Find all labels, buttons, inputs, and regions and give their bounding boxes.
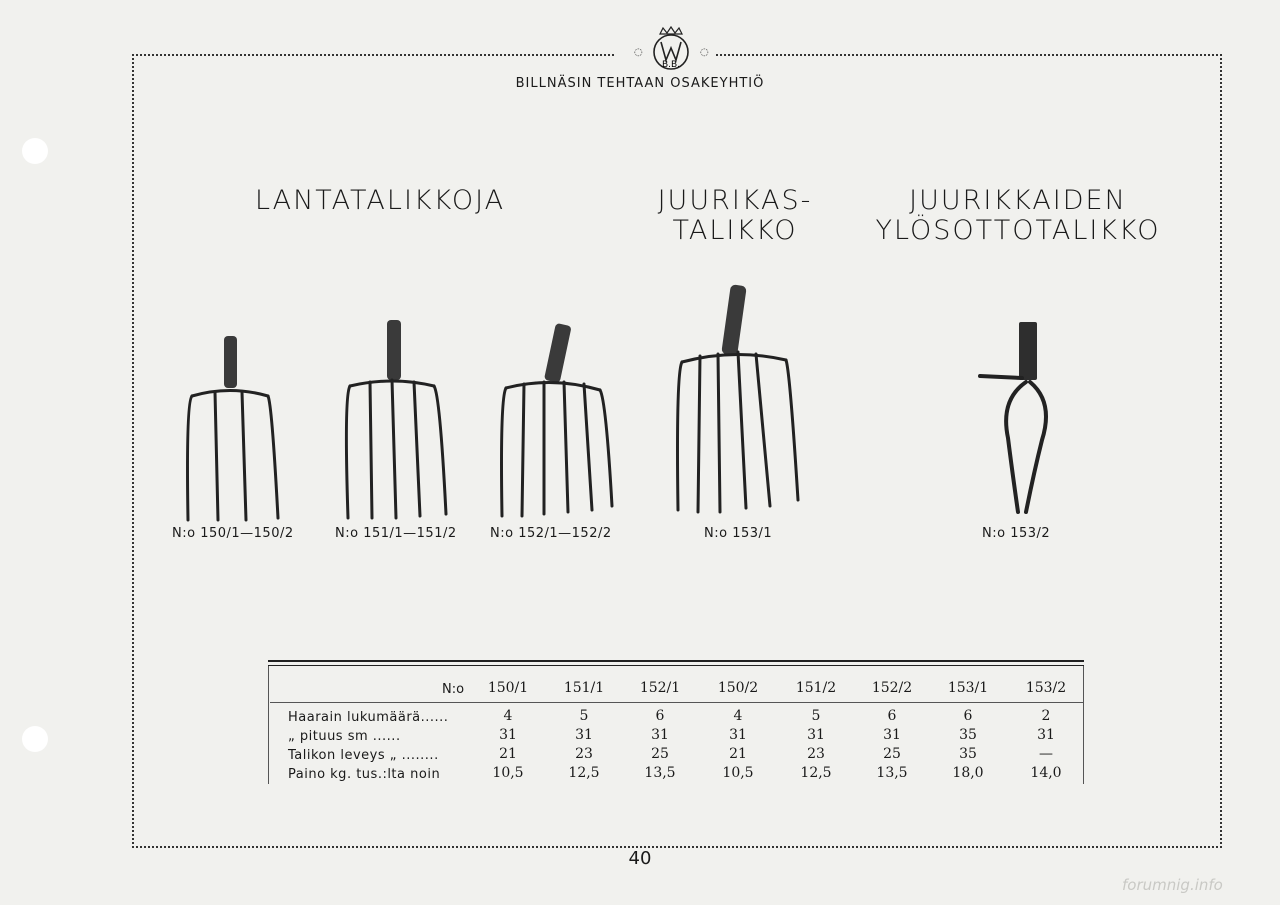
table-cell: 6 xyxy=(655,708,665,724)
table-top-rule xyxy=(268,660,1084,662)
table-cell: 31 xyxy=(651,727,669,743)
table-cell: 31 xyxy=(807,727,825,743)
page-number: 40 xyxy=(628,848,652,869)
heading-ylosottotalikko-line2: YLÖSOTTOTALIKKO xyxy=(875,215,1161,246)
table-cell: 21 xyxy=(729,746,747,762)
table-top-rule-thin xyxy=(268,665,1084,666)
table-no-label: N:o xyxy=(442,682,465,697)
watermark: forumnig.info xyxy=(1122,876,1223,894)
company-name: BILLNÄSIN TEHTAAN OSAKEYHTIÖ xyxy=(515,76,765,91)
heading-lantatalikkoja: LANTATALIKKOJA xyxy=(254,185,506,216)
caption-153-1: N:o 153/1 xyxy=(704,526,773,541)
table-cell: 31 xyxy=(1037,727,1055,743)
column-header: 152/1 xyxy=(639,680,681,696)
frame-ornament-right: ◌ xyxy=(700,47,709,58)
table-cell: 25 xyxy=(883,746,901,762)
column-header: 150/1 xyxy=(487,680,529,696)
table-cell: 21 xyxy=(499,746,517,762)
column-header: 151/1 xyxy=(563,680,605,696)
column-header: 151/2 xyxy=(795,680,837,696)
fork-153-2-icon xyxy=(980,322,1046,512)
emblem-text: B.B. xyxy=(661,60,681,70)
table-cell: 31 xyxy=(883,727,901,743)
table-cell: 31 xyxy=(499,727,517,743)
table-cell: 35 xyxy=(959,727,977,743)
table-cell: 5 xyxy=(579,708,589,724)
table-cell: 35 xyxy=(959,746,977,762)
table-cell: 4 xyxy=(503,708,513,724)
table-cell: 18,0 xyxy=(952,765,984,781)
specification-table xyxy=(268,660,1084,784)
table-cell: 13,5 xyxy=(644,765,676,781)
row-label-leveys: Talikon leveys „ ........ xyxy=(288,748,439,763)
heading-ylosottotalikko-line1: JUURIKKAIDEN xyxy=(909,185,1127,216)
heading-juurikastalikko-line1: JUURIKAS- xyxy=(657,185,813,216)
table-cell: 2 xyxy=(1041,708,1051,724)
caption-152: N:o 152/1—152/2 xyxy=(490,526,612,541)
row-label-pituus: „ pituus sm ...... xyxy=(288,729,401,744)
table-cell: 12,5 xyxy=(800,765,832,781)
table-cell: 14,0 xyxy=(1030,765,1062,781)
table-cell: 10,5 xyxy=(722,765,754,781)
table-cell: 23 xyxy=(807,746,825,762)
table-cell: 6 xyxy=(963,708,973,724)
row-label-paino: Paino kg. tus.:lta noin xyxy=(288,767,441,782)
table-cell: 23 xyxy=(575,746,593,762)
table-cell: 5 xyxy=(811,708,821,724)
column-header: 150/2 xyxy=(717,680,759,696)
caption-151: N:o 151/1—151/2 xyxy=(335,526,457,541)
caption-150: N:o 150/1—150/2 xyxy=(172,526,294,541)
table-left-edge xyxy=(268,666,269,784)
column-header: 153/2 xyxy=(1025,680,1067,696)
table-cell: 12,5 xyxy=(568,765,600,781)
table-right-edge xyxy=(1083,666,1084,784)
table-cell: 10,5 xyxy=(492,765,524,781)
table-cell: 6 xyxy=(887,708,897,724)
fork-152-icon xyxy=(502,323,613,516)
table-cell: 31 xyxy=(575,727,593,743)
fork-150-icon xyxy=(188,336,279,520)
table-cell: 25 xyxy=(651,746,669,762)
column-header: 153/1 xyxy=(947,680,989,696)
table-cell: 13,5 xyxy=(876,765,908,781)
table-cell: 31 xyxy=(729,727,747,743)
heading-juurikastalikko-line2: TALIKKO xyxy=(672,215,798,246)
table-cell: 4 xyxy=(733,708,743,724)
caption-153-2: N:o 153/2 xyxy=(982,526,1051,541)
column-header: 152/2 xyxy=(871,680,913,696)
table-cell: — xyxy=(1039,746,1053,762)
frame-ornament-left: ◌ xyxy=(634,47,643,58)
fork-153-1-icon xyxy=(678,284,799,512)
row-label-haarain: Haarain lukumäärä...... xyxy=(288,710,449,725)
fork-151-icon xyxy=(346,320,446,518)
table-header-rule xyxy=(270,702,1084,703)
